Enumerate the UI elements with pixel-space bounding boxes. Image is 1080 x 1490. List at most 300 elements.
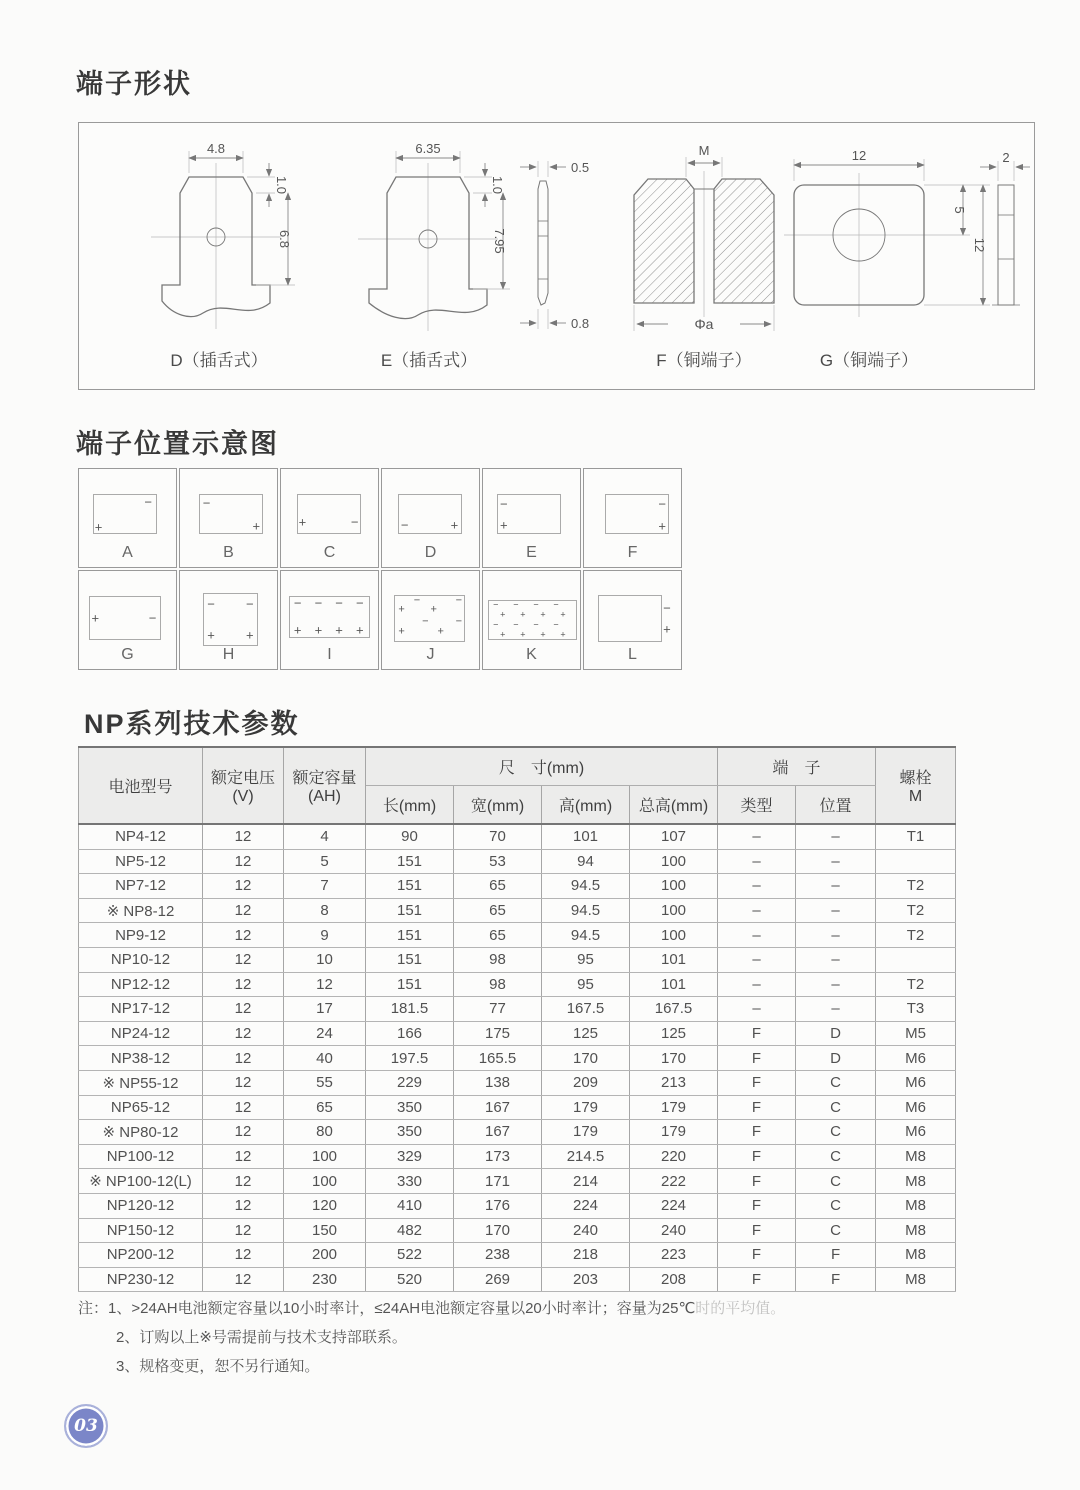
table-cell: NP230-12 — [79, 1267, 203, 1292]
table-cell: D — [796, 1046, 876, 1071]
table-cell: ※ NP100-12(L) — [79, 1169, 203, 1194]
table-row — [79, 1021, 956, 1046]
cell-letter: H — [222, 646, 235, 663]
table-cell: 107 — [630, 824, 718, 849]
terminal-position-grid — [78, 468, 682, 670]
battery-outline — [598, 595, 671, 642]
plus-mark: + — [520, 609, 526, 620]
table-cell: 224 — [542, 1193, 630, 1218]
plus-mark: + — [246, 627, 254, 643]
table-cell: 12 — [203, 1193, 284, 1218]
table-cell: NP17-12 — [79, 997, 203, 1022]
plus-mark: + — [560, 609, 566, 620]
table-cell: C — [796, 1144, 876, 1169]
table-cell: 12 — [203, 1120, 284, 1145]
dimension-label: 5 — [952, 206, 967, 214]
plus-mark: + — [398, 603, 405, 616]
minus-mark: − — [202, 495, 211, 511]
table-cell: NP100-12 — [79, 1144, 203, 1169]
table-cell: 171 — [454, 1169, 542, 1194]
table-cell: 165.5 — [454, 1046, 542, 1071]
table-cell: – — [796, 997, 876, 1022]
table-cell: 176 — [454, 1193, 542, 1218]
terminal-position-cell — [280, 570, 379, 670]
plus-mark: + — [500, 629, 506, 640]
header-terminal-position: 位置 — [796, 786, 876, 825]
table-row — [79, 997, 956, 1022]
terminal-position-cell — [482, 570, 581, 670]
minus-mark: − — [144, 494, 152, 510]
table-cell: NP65-12 — [79, 1095, 203, 1120]
terminal-position-cell — [583, 468, 682, 568]
table-cell: 410 — [366, 1193, 454, 1218]
table-cell: 482 — [366, 1218, 454, 1243]
table-cell: C — [796, 1169, 876, 1194]
table-cell: NP38-12 — [79, 1046, 203, 1071]
header-voltage-line2: (V) — [232, 788, 254, 805]
header-capacity-line2: (AH) — [308, 788, 341, 805]
minus-mark: − — [533, 599, 539, 610]
table-cell: 100 — [284, 1144, 366, 1169]
table-cell: 12 — [203, 1046, 284, 1071]
drawing-caption: G（铜端子） — [819, 351, 919, 370]
dimension-label: 1.0 — [490, 175, 505, 195]
minus-mark: − — [493, 619, 499, 630]
terminal-position-cell — [179, 570, 278, 670]
minus-mark: − — [293, 595, 302, 611]
table-cell: 151 — [366, 947, 454, 972]
table-cell: 12 — [203, 1021, 284, 1046]
cell-letter: C — [323, 544, 336, 561]
table-cell: 229 — [366, 1070, 454, 1095]
table-cell: NP150-12 — [79, 1218, 203, 1243]
cell-letter: K — [526, 646, 537, 663]
table-row — [79, 849, 956, 874]
spec-table-title: NP系列技术参数 — [84, 709, 300, 739]
table-cell: 65 — [454, 874, 542, 899]
table-cell: 100 — [630, 923, 718, 948]
table-cell: 8 — [284, 898, 366, 923]
note-1-faded-text: 时的平均值。 — [695, 1300, 786, 1317]
table-cell: C — [796, 1120, 876, 1145]
table-cell: 94 — [542, 849, 630, 874]
table-cell: 179 — [630, 1095, 718, 1120]
table-cell: 77 — [454, 997, 542, 1022]
table-cell — [876, 849, 956, 874]
plus-mark: + — [430, 603, 437, 616]
terminal-position-cell — [179, 468, 278, 568]
table-cell: – — [718, 923, 796, 948]
table-cell: 12 — [203, 898, 284, 923]
table-cell: F — [718, 1243, 796, 1268]
table-cell: M8 — [876, 1169, 956, 1194]
table-cell: 151 — [366, 923, 454, 948]
dimension-label: Φa — [694, 316, 714, 332]
table-cell: 98 — [454, 972, 542, 997]
battery-outline — [203, 593, 257, 646]
battery-outline — [93, 494, 157, 533]
table-cell: 214.5 — [542, 1144, 630, 1169]
table-cell: C — [796, 1193, 876, 1218]
table-cell: F — [796, 1243, 876, 1268]
table-row — [79, 874, 956, 899]
table-cell: 12 — [203, 1218, 284, 1243]
table-cell: T3 — [876, 997, 956, 1022]
table-cell: – — [718, 972, 796, 997]
table-cell: 240 — [542, 1218, 630, 1243]
header-voltage-line1: 额定电压 — [210, 770, 275, 787]
terminal-drawing-f — [604, 133, 794, 378]
table-cell: 40 — [284, 1046, 366, 1071]
table-cell: 120 — [284, 1193, 366, 1218]
table-cell: – — [796, 874, 876, 899]
plus-mark: + — [94, 519, 103, 535]
table-cell: 350 — [366, 1120, 454, 1145]
table-cell: 12 — [203, 1070, 284, 1095]
table-row — [79, 824, 956, 849]
table-cell: 350 — [366, 1095, 454, 1120]
table-cell: 200 — [284, 1243, 366, 1268]
table-cell: 12 — [203, 1243, 284, 1268]
cell-letter: J — [426, 646, 435, 663]
table-cell: – — [718, 898, 796, 923]
minus-mark: − — [455, 594, 463, 607]
plus-mark: + — [252, 518, 261, 534]
table-cell: M8 — [876, 1218, 956, 1243]
minus-mark: − — [553, 599, 559, 610]
plus-mark: + — [398, 625, 405, 638]
spec-table-header — [79, 747, 956, 824]
note-2-text: 2、订购以上※号需提前与技术支持部联系。 — [116, 1329, 407, 1346]
table-row — [79, 1046, 956, 1071]
table-cell: NP24-12 — [79, 1021, 203, 1046]
plus-mark: + — [450, 517, 459, 533]
table-row — [79, 1193, 956, 1218]
table-cell: 218 — [542, 1243, 630, 1268]
terminal-position-cell — [583, 570, 682, 670]
table-cell: 101 — [542, 824, 630, 849]
plus-mark: + — [540, 629, 546, 640]
minus-mark: − — [350, 514, 359, 530]
table-cell: 12 — [284, 972, 366, 997]
plus-mark: + — [314, 622, 323, 638]
table-cell: C — [796, 1095, 876, 1120]
table-cell: M8 — [876, 1144, 956, 1169]
minus-mark: − — [658, 496, 666, 512]
table-cell: F — [718, 1144, 796, 1169]
table-cell: NP120-12 — [79, 1193, 203, 1218]
drawing-caption: E（插舌式） — [380, 351, 478, 370]
table-cell: 269 — [454, 1267, 542, 1292]
table-cell: F — [718, 1218, 796, 1243]
table-row — [79, 1144, 956, 1169]
cell-letter: E — [526, 544, 537, 561]
table-cell: 55 — [284, 1070, 366, 1095]
note-line-2 — [78, 1323, 1018, 1352]
table-cell: M8 — [876, 1193, 956, 1218]
battery-outline — [398, 494, 462, 533]
minus-mark: − — [148, 610, 157, 626]
minus-mark: − — [400, 517, 409, 533]
table-cell: 65 — [284, 1095, 366, 1120]
terminal-position-cell — [381, 570, 480, 670]
table-cell: – — [718, 997, 796, 1022]
table-cell: NP200-12 — [79, 1243, 203, 1268]
table-cell: 12 — [203, 849, 284, 874]
table-cell: 173 — [454, 1144, 542, 1169]
spec-table-body — [79, 824, 956, 1292]
header-terminal: 端 子 — [718, 747, 876, 786]
minus-mark: − — [207, 596, 215, 612]
note-line-3 — [78, 1352, 1018, 1381]
table-cell: F — [718, 1193, 796, 1218]
table-cell: T2 — [876, 923, 956, 948]
table-cell: 12 — [203, 1169, 284, 1194]
table-row — [79, 923, 956, 948]
table-cell: 5 — [284, 849, 366, 874]
table-cell: 12 — [203, 972, 284, 997]
table-row — [79, 1243, 956, 1268]
table-cell: 100 — [284, 1169, 366, 1194]
note-3-text: 3、规格变更，恕不另行通知。 — [116, 1358, 320, 1375]
table-cell: M5 — [876, 1021, 956, 1046]
minus-mark: − — [513, 599, 519, 610]
table-cell: NP5-12 — [79, 849, 203, 874]
minus-mark: − — [314, 595, 323, 611]
table-cell: 214 — [542, 1169, 630, 1194]
table-cell: – — [796, 947, 876, 972]
table-cell: M6 — [876, 1046, 956, 1071]
table-cell: 100 — [630, 898, 718, 923]
table-cell: 330 — [366, 1169, 454, 1194]
terminal-position-cell — [78, 570, 177, 670]
table-row — [79, 1169, 956, 1194]
header-total-height: 总高(mm) — [630, 786, 718, 825]
table-cell: 7 — [284, 874, 366, 899]
table-cell: 167 — [454, 1095, 542, 1120]
battery-outline — [289, 596, 371, 637]
table-cell: 213 — [630, 1070, 718, 1095]
dimension-label: 12 — [851, 148, 867, 163]
table-cell: 166 — [366, 1021, 454, 1046]
plus-mark: + — [298, 514, 307, 530]
table-cell: 12 — [203, 997, 284, 1022]
terminal-position-title: 端子位置示意图 — [76, 429, 279, 459]
note-label: 注： — [78, 1300, 109, 1317]
table-cell: 17 — [284, 997, 366, 1022]
drawing-caption: F（铜端子） — [656, 351, 752, 370]
table-cell: 170 — [630, 1046, 718, 1071]
table-cell: 12 — [203, 1267, 284, 1292]
table-cell: 12 — [203, 824, 284, 849]
table-cell: 94.5 — [542, 923, 630, 948]
cell-letter: B — [223, 544, 234, 561]
table-cell: 151 — [366, 849, 454, 874]
dimension-label: M — [698, 143, 710, 158]
minus-mark: − — [533, 619, 539, 630]
header-height: 高(mm) — [542, 786, 630, 825]
table-cell: F — [718, 1070, 796, 1095]
table-cell: 220 — [630, 1144, 718, 1169]
table-cell: 65 — [454, 898, 542, 923]
spec-table — [78, 746, 956, 1292]
dimension-label: 1.0 — [274, 175, 289, 195]
table-cell: M6 — [876, 1070, 956, 1095]
table-cell: NP7-12 — [79, 874, 203, 899]
cell-letter: G — [121, 646, 134, 663]
table-cell: 151 — [366, 898, 454, 923]
battery-outline — [497, 494, 561, 533]
table-cell: 522 — [366, 1243, 454, 1268]
table-cell: 138 — [454, 1070, 542, 1095]
table-cell: 197.5 — [366, 1046, 454, 1071]
table-cell: 151 — [366, 972, 454, 997]
table-cell: 167 — [454, 1120, 542, 1145]
plus-mark: + — [520, 629, 526, 640]
cell-letter: F — [627, 544, 638, 561]
table-cell: F — [718, 1021, 796, 1046]
table-cell: 101 — [630, 947, 718, 972]
table-cell: C — [796, 1070, 876, 1095]
minus-mark: − — [422, 615, 429, 628]
table-cell: F — [718, 1267, 796, 1292]
plus-mark: + — [500, 609, 506, 620]
terminal-shape-panel — [78, 122, 1035, 390]
table-cell: 224 — [630, 1193, 718, 1218]
table-row — [79, 1120, 956, 1145]
table-cell: 209 — [542, 1070, 630, 1095]
plus-mark: + — [499, 517, 508, 533]
table-cell: C — [796, 1218, 876, 1243]
table-cell: ※ NP8-12 — [79, 898, 203, 923]
table-cell: T2 — [876, 874, 956, 899]
table-row — [79, 1218, 956, 1243]
minus-mark: − — [335, 595, 343, 611]
table-row — [79, 1267, 956, 1292]
table-cell: 125 — [630, 1021, 718, 1046]
table-row — [79, 947, 956, 972]
header-bolt — [876, 747, 956, 824]
header-capacity — [284, 747, 366, 824]
table-cell: 179 — [542, 1095, 630, 1120]
battery-outline — [297, 494, 361, 533]
table-cell: 12 — [203, 1144, 284, 1169]
table-cell: M8 — [876, 1267, 956, 1292]
table-cell: – — [796, 898, 876, 923]
plus-mark: + — [658, 518, 666, 534]
table-cell: 80 — [284, 1120, 366, 1145]
table-cell: ※ NP55-12 — [79, 1070, 203, 1095]
table-cell: 95 — [542, 972, 630, 997]
table-row — [79, 1095, 956, 1120]
table-cell: 170 — [542, 1046, 630, 1071]
table-cell: 222 — [630, 1169, 718, 1194]
terminal-position-cell — [381, 468, 480, 568]
dimension-label: 6.8 — [277, 229, 292, 249]
terminal-drawing-g — [774, 133, 1032, 378]
battery-outline — [199, 494, 263, 533]
table-cell: 94.5 — [542, 874, 630, 899]
terminal-position-cell — [78, 468, 177, 568]
dimension-label: 6.35 — [415, 141, 441, 156]
table-cell: 90 — [366, 824, 454, 849]
table-cell: 24 — [284, 1021, 366, 1046]
page-number-badge: 03 — [64, 1404, 108, 1448]
plus-mark: + — [335, 622, 343, 638]
header-width: 宽(mm) — [454, 786, 542, 825]
plus-mark: + — [355, 622, 364, 638]
header-dimensions: 尺 寸(mm) — [366, 747, 718, 786]
dimension-label: 2 — [1002, 150, 1010, 165]
minus-mark: − — [553, 619, 559, 630]
table-cell: 167.5 — [542, 997, 630, 1022]
plus-mark: + — [540, 609, 546, 620]
table-cell: 94.5 — [542, 898, 630, 923]
cell-letter: A — [122, 544, 133, 561]
dimension-label: 0.5 — [571, 160, 590, 175]
table-cell: 98 — [454, 947, 542, 972]
cell-letter: L — [628, 646, 637, 663]
table-cell: 181.5 — [366, 997, 454, 1022]
table-cell: – — [718, 874, 796, 899]
table-cell: 12 — [203, 874, 284, 899]
minus-mark: − — [246, 596, 254, 612]
table-cell: 12 — [203, 1095, 284, 1120]
table-cell: F — [718, 1046, 796, 1071]
table-cell: – — [718, 824, 796, 849]
table-cell: 238 — [454, 1243, 542, 1268]
table-cell: F — [718, 1095, 796, 1120]
battery-outline — [394, 595, 466, 642]
table-cell: 12 — [203, 923, 284, 948]
minus-mark: − — [413, 594, 421, 607]
table-cell: 125 — [542, 1021, 630, 1046]
table-cell: D — [796, 1021, 876, 1046]
table-cell: M6 — [876, 1120, 956, 1145]
note-1-text: 1、>24AH电池额定容量以10小时率计，≤24AH电池额定容量以20小时率计；容量为25℃ — [108, 1300, 696, 1317]
table-cell: T1 — [876, 824, 956, 849]
terminal-shape-title: 端子形状 — [76, 69, 192, 99]
plus-mark: + — [91, 610, 100, 626]
battery-outline — [89, 596, 161, 639]
table-cell: 95 — [542, 947, 630, 972]
table-cell: 4 — [284, 824, 366, 849]
table-cell: – — [796, 923, 876, 948]
table-cell: 223 — [630, 1243, 718, 1268]
header-voltage — [203, 747, 284, 824]
header-bolt-line2: M — [908, 788, 923, 805]
table-cell: 203 — [542, 1267, 630, 1292]
drawing-caption: D（插舌式） — [170, 351, 268, 370]
table-cell: 167.5 — [630, 997, 718, 1022]
dimension-label: 7.95 — [492, 228, 507, 254]
table-cell: – — [796, 972, 876, 997]
minus-mark: − — [493, 599, 499, 610]
table-cell: 240 — [630, 1218, 718, 1243]
plus-mark: + — [293, 622, 302, 638]
plus-mark: + — [663, 621, 671, 637]
plus-mark: + — [437, 625, 444, 638]
table-cell: – — [796, 849, 876, 874]
header-terminal-type: 类型 — [718, 786, 796, 825]
table-cell: – — [718, 849, 796, 874]
table-cell: – — [718, 947, 796, 972]
battery-outline — [488, 600, 577, 639]
table-cell: F — [718, 1169, 796, 1194]
table-cell: 520 — [366, 1267, 454, 1292]
terminal-drawing-d — [109, 133, 319, 378]
note-line-1 — [78, 1294, 1018, 1323]
